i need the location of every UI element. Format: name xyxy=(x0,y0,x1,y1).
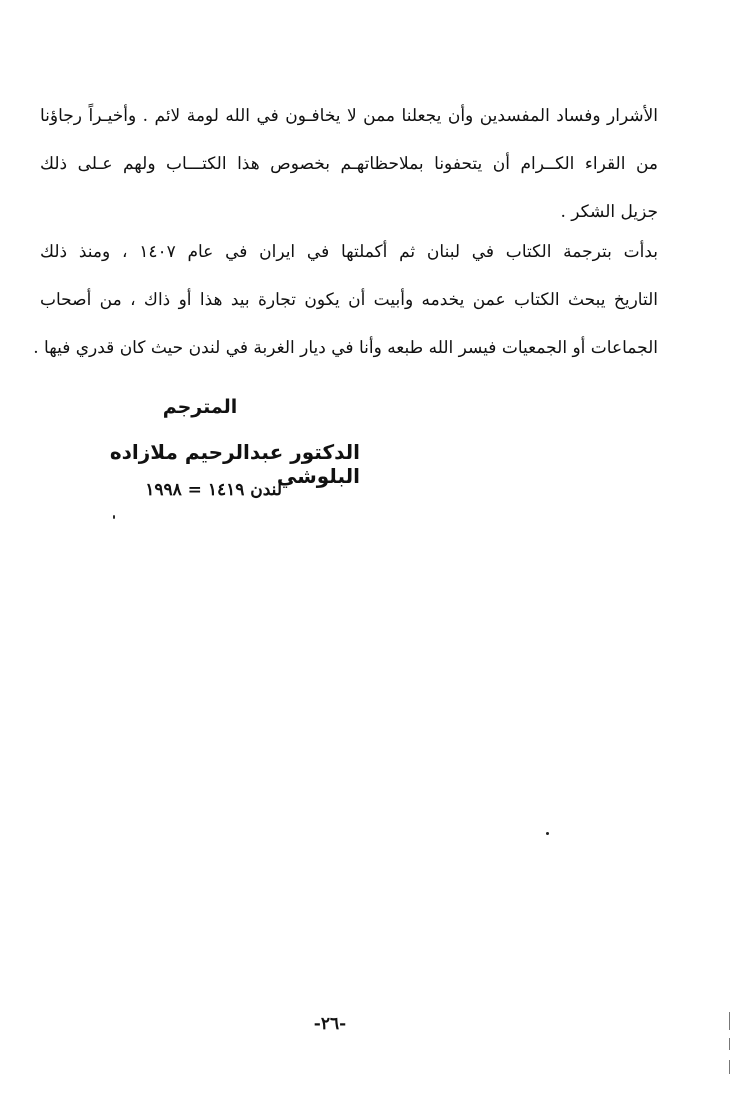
translator-name: الدكتور عبدالرحيم ملازاده البلوشي xyxy=(109,440,360,488)
page-number: -٢٦- xyxy=(313,1014,347,1034)
scan-edge-mark xyxy=(729,1038,730,1050)
text-line: جزيل الشكر . xyxy=(560,202,658,222)
scan-edge-mark xyxy=(729,1060,730,1074)
ink-speck xyxy=(546,832,549,835)
translator-title: المترجم xyxy=(162,396,238,418)
ink-speck xyxy=(113,515,115,519)
text-line: بدأت بترجمة الكتاب في لبنان ثم أكملتها في ايران في عام ١٤٠٧ ، ومنذ ذلك xyxy=(40,242,658,262)
paragraph-translation-history xyxy=(33,228,658,372)
text-line: الجماعات أو الجمعيات فيسر الله طبعه وأنا في ديار الغربة في لندن حيث كان قدري فيها . xyxy=(33,338,658,358)
text-line: التاريخ يبحث الكتاب عمن يخدمه وأبيت أن يكون تجارة بيد هذا أو ذاك ، من أصحاب xyxy=(40,290,658,310)
text-line: من القراء الكــرام أن يتحفونا بملاحظاتهـم بخصوص هذا الكتـــاب ولهم عـلى ذلك xyxy=(40,154,658,174)
signature-date: لندن ١٤١٩ = ١٩٩٨ xyxy=(145,480,282,500)
text-line: الأشرار وفساد المفسدين وأن يجعلنا ممن لا يخافـون في الله لومة لائم . وأخيـراً رجاؤنا xyxy=(40,106,658,126)
paragraph-closing-prayer xyxy=(40,92,658,236)
scan-edge-mark xyxy=(729,1012,730,1030)
